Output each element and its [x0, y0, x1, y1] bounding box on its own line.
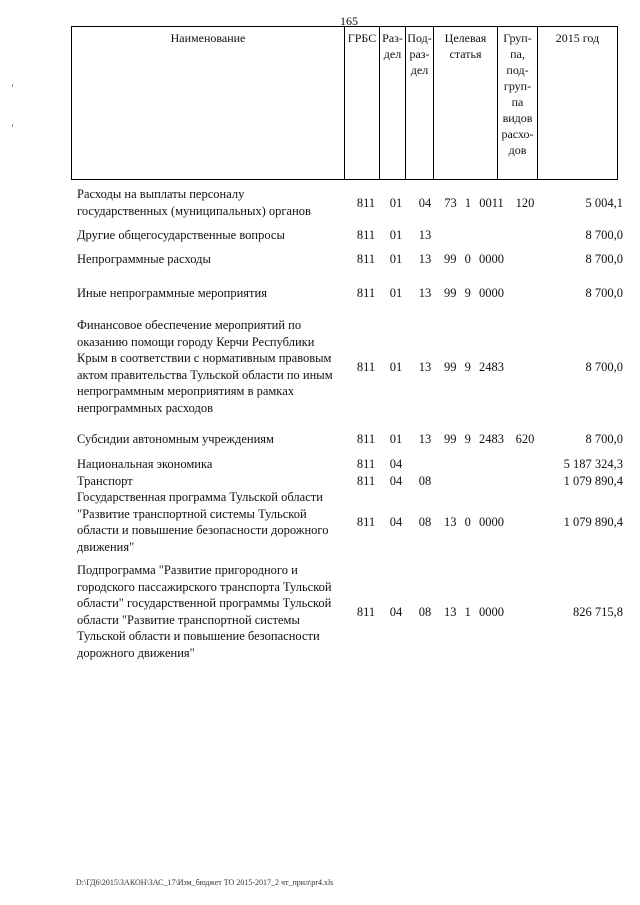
- footer-file-path: D:\ГД6\2015\ЗАКОН\ЗАС_17\Изм_бюджет ТО 2015-2017_2 чт_прил\pr4.xls: [76, 878, 334, 887]
- row-razdel: 04: [389, 605, 403, 619]
- row-grbs: 811: [356, 605, 376, 619]
- row-group: 120: [515, 196, 535, 210]
- row-target: 99 9 2483: [444, 432, 504, 446]
- row-amount: 8 700,0: [585, 252, 623, 266]
- row-podrazdel: 04: [418, 196, 432, 210]
- row-razdel: 01: [389, 228, 403, 242]
- header-target: Целевая статья: [434, 27, 498, 180]
- row-razdel: 01: [389, 252, 403, 266]
- row-target: 13 0 0000: [444, 515, 504, 529]
- row-amount: 1 079 890,4: [563, 474, 623, 488]
- header-group: Груп- па, под- груп- па видов расхо- дов: [498, 27, 538, 180]
- row-amount: 8 700,0: [585, 432, 623, 446]
- row-name: Иные непрограммные мероприятия: [77, 286, 267, 300]
- row-podrazdel: 13: [418, 286, 432, 300]
- row-amount: 5 004,1: [585, 196, 623, 210]
- table-header: [71, 26, 618, 180]
- row-grbs: 811: [356, 457, 376, 471]
- row-grbs: 811: [356, 228, 376, 242]
- row-name: Транспорт: [77, 474, 133, 488]
- row-name: Расходы на выплаты персоналу государственных (муниципальных) органов: [77, 187, 311, 218]
- row-name: Национальная экономика: [77, 457, 213, 471]
- row-name: Финансовое обеспечение мероприятий по оказанию помощи городу Керчи Республики Крым в соответствии с нормативным правовым актом правительства Тульской области по иным непрограммным мероприятиям в рамках непрограммных расходов: [77, 318, 333, 415]
- row-razdel: 01: [389, 360, 403, 374]
- row-target: 99 9 0000: [444, 286, 504, 300]
- margin-mark: [12, 84, 13, 87]
- row-grbs: 811: [356, 515, 376, 529]
- row-podrazdel: 13: [418, 252, 432, 266]
- margin-mark: [12, 124, 13, 127]
- row-amount: 8 700,0: [585, 228, 623, 242]
- row-amount: 8 700,0: [585, 360, 623, 374]
- row-name: Непрограммные расходы: [77, 252, 211, 266]
- row-razdel: 01: [389, 286, 403, 300]
- row-target: 99 0 0000: [444, 252, 504, 266]
- row-name: Подпрограмма "Развитие пригородного и городского пассажирского транспорта Тульской области" государственной программы Тульской области "Развитие транспортной системы Тульской области и повышение безопасности дорожного движения": [77, 563, 332, 660]
- page-number: 165: [340, 14, 358, 28]
- row-name: Другие общегосударственные вопросы: [77, 228, 285, 242]
- row-amount: 8 700,0: [585, 286, 623, 300]
- row-target: 99 9 2483: [444, 360, 504, 374]
- row-razdel: 01: [389, 432, 403, 446]
- row-target: 13 1 0000: [444, 605, 504, 619]
- row-grbs: 811: [356, 474, 376, 488]
- row-grbs: 811: [356, 360, 376, 374]
- header-year: 2015 год: [538, 27, 618, 180]
- row-grbs: 811: [356, 196, 376, 210]
- header-podrazdel: Под- раз- дел: [406, 27, 434, 180]
- row-group: 620: [515, 432, 535, 446]
- header-grbs: ГРБС: [345, 27, 380, 180]
- row-podrazdel: 13: [418, 360, 432, 374]
- row-razdel: 04: [389, 457, 403, 471]
- header-razdel: Раз- дел: [380, 27, 406, 180]
- row-podrazdel: 08: [418, 605, 432, 619]
- row-target: 73 1 0011: [444, 196, 504, 210]
- row-name: Государственная программа Тульской области "Развитие транспортной системы Тульской области и повышение безопасности дорожного движения": [77, 490, 329, 554]
- row-amount: 1 079 890,4: [563, 515, 623, 529]
- row-podrazdel: 08: [418, 474, 432, 488]
- row-podrazdel: 13: [418, 228, 432, 242]
- row-razdel: 04: [389, 474, 403, 488]
- row-podrazdel: 08: [418, 515, 432, 529]
- row-amount: 5 187 324,3: [563, 457, 623, 471]
- row-amount: 826 715,8: [573, 605, 623, 619]
- row-name: Субсидии автономным учреждениям: [77, 432, 274, 446]
- row-grbs: 811: [356, 286, 376, 300]
- row-podrazdel: 13: [418, 432, 432, 446]
- row-razdel: 01: [389, 196, 403, 210]
- header-name: Наименование: [72, 27, 345, 180]
- row-razdel: 04: [389, 515, 403, 529]
- row-grbs: 811: [356, 252, 376, 266]
- row-grbs: 811: [356, 432, 376, 446]
